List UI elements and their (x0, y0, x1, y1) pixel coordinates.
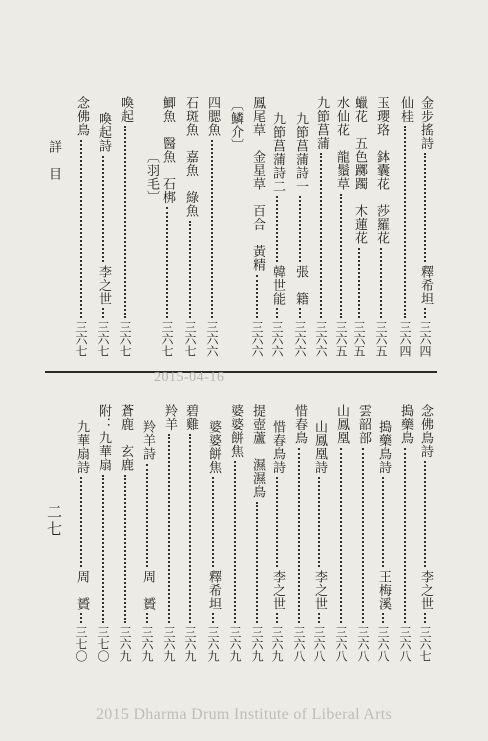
entry-title: 玉瓔珞 鉢囊花 莎羅花 (374, 96, 389, 245)
entry-title: 搗藥鳥 (398, 404, 413, 445)
leader-dots (80, 477, 82, 567)
entry-page: 三六九 (162, 626, 176, 662)
toc-entry (270, 112, 284, 357)
toc-entry (118, 404, 132, 662)
leader-dots (212, 477, 214, 567)
toc-entry (74, 420, 88, 662)
toc-entry (140, 420, 154, 662)
entry-page: 三六四 (398, 321, 412, 357)
toc-entry (228, 98, 242, 158)
leader-dots (102, 308, 104, 318)
entry-author: 張 籍 (293, 264, 308, 305)
leader-dots (320, 153, 322, 318)
leader-dots (211, 140, 213, 319)
leader-dots (424, 461, 426, 567)
leader-dots (276, 613, 278, 623)
leader-dots (102, 475, 104, 624)
leader-dots (380, 248, 382, 319)
toc-entry (206, 420, 220, 662)
entry-title: 九節菖蒲詩二 (270, 112, 285, 193)
toc-entry (160, 96, 174, 357)
toc-entry (250, 96, 264, 357)
entry-page: 三六六 (314, 321, 328, 357)
leader-dots (256, 502, 258, 624)
entry-title: 金步搖詩 (418, 96, 433, 150)
entry-title: 九華扇詩 (74, 420, 89, 474)
leader-dots (424, 613, 426, 623)
leader-dots (276, 308, 278, 318)
entry-author: 釋希坦 (418, 264, 433, 305)
toc-entry (96, 404, 110, 662)
entry-title: 羚羊 (162, 404, 177, 431)
leader-dots (80, 140, 82, 319)
entry-title: 念佛鳥詩 (418, 404, 433, 458)
page-number: 二七 (45, 504, 63, 538)
entry-page: 三六六 (293, 321, 307, 357)
toc-entry (398, 96, 412, 357)
entry-page: 三六八 (356, 626, 370, 662)
entry-page: 三六七 (74, 321, 88, 357)
entry-title: 蠟花 五色躑躅 木蓮花 (352, 96, 367, 245)
toc-entry (144, 150, 158, 210)
leader-dots (146, 464, 148, 567)
leader-dots (124, 126, 126, 318)
entry-title: 九節菖蒲詩一 (293, 112, 308, 193)
leader-dots (382, 613, 384, 623)
toc-entry (356, 404, 370, 662)
toc-entry (292, 404, 306, 662)
entry-title: 婆婆餅焦 (228, 404, 243, 458)
leader-dots (234, 461, 236, 623)
entry-page: 三六九 (118, 626, 132, 662)
leader-dots (340, 194, 342, 319)
entry-title: 仙桂 (398, 96, 413, 123)
entry-title: 水仙花 龍鬚草 (334, 96, 349, 191)
entry-title: 碧雞 (183, 404, 198, 431)
toc-entry (250, 404, 264, 662)
entry-author: 李之世 (418, 569, 433, 610)
entry-title: 搗藥鳥詩 (376, 420, 391, 474)
entry-title: 石斑魚 嘉魚 綠魚 (183, 96, 198, 218)
toc-entry (96, 112, 110, 357)
entry-page: 三六九 (228, 626, 242, 662)
entry-page: 三六八 (292, 626, 306, 662)
leader-dots (166, 207, 168, 318)
entry-page: 三六七 (96, 321, 110, 357)
section-divider (45, 371, 437, 373)
entry-author: 周 贇 (74, 569, 89, 610)
entry-page: 三六八 (312, 626, 326, 662)
toc-entry (162, 404, 176, 662)
entry-author: 周 贇 (140, 569, 155, 610)
date-stamp: 2015-04-16 (154, 370, 225, 385)
entry-page: 三六九 (270, 626, 284, 662)
toc-entry (374, 96, 388, 357)
toc-entry (205, 96, 219, 357)
toc-entry (293, 112, 307, 357)
leader-dots (80, 613, 82, 623)
leader-dots (382, 477, 384, 567)
entry-title: 附：九華扇 (96, 404, 111, 472)
leader-dots (358, 248, 360, 319)
entry-page: 三六七 (118, 321, 132, 357)
leader-dots (168, 434, 170, 623)
leader-dots (189, 434, 191, 623)
entry-title: 羚羊詩 (140, 420, 155, 461)
leader-dots (146, 613, 148, 623)
entry-page: 三六九 (206, 626, 220, 662)
entry-title: 惜春鳥 (292, 404, 307, 445)
entry-page: 三七〇 (74, 626, 88, 662)
entry-title: 念佛鳥 (74, 96, 89, 137)
entry-page: 三六六 (205, 321, 219, 357)
leader-dots (362, 448, 364, 624)
entry-page: 三七〇 (96, 626, 110, 662)
leader-dots (299, 196, 301, 262)
entry-title: 山鳳凰詩 (312, 420, 327, 474)
leader-dots (212, 613, 214, 623)
toc-entry (312, 420, 326, 662)
leader-dots (299, 308, 301, 318)
toc-entry (74, 96, 88, 357)
toc-entry (418, 404, 432, 662)
entry-title: 喚起 (118, 96, 133, 123)
entry-title: 雲韶部 (356, 404, 371, 445)
entry-page: 三六五 (374, 321, 388, 357)
leader-dots (298, 448, 300, 624)
toc-entry (334, 96, 348, 357)
entry-page: 三六七 (183, 321, 197, 357)
entry-title: 提壺蘆 濕濕鳥 (250, 404, 265, 499)
entry-title: 四腮魚 (205, 96, 220, 137)
entry-title: 喚起詩 (96, 112, 111, 153)
entry-title: 惜春鳥詩 (270, 420, 285, 474)
entry-author: 王梅溪 (376, 569, 391, 610)
toc-entry (334, 404, 348, 662)
leader-dots (404, 448, 406, 624)
toc-entry (376, 420, 390, 662)
entry-author: 李之世 (270, 569, 285, 610)
entry-page: 三六八 (398, 626, 412, 662)
toc-entry (118, 96, 132, 357)
leader-dots (318, 477, 320, 567)
entry-page: 三六八 (334, 626, 348, 662)
leader-dots (340, 448, 342, 624)
footer-watermark: 2015 Dharma Drum Institute of Liberal Arts (95, 706, 393, 723)
leader-dots (404, 126, 406, 318)
leader-dots (102, 156, 104, 262)
leader-dots (424, 153, 426, 262)
entry-author: 李之世 (96, 264, 111, 305)
entry-title: 婆婆餅焦 (206, 420, 221, 474)
entry-author: 韓世能 (270, 264, 285, 305)
entry-page: 三六九 (250, 626, 264, 662)
entry-title: 山鳳凰 (334, 404, 349, 445)
toc-entry (314, 96, 328, 357)
entry-title: 〔羽毛〕 (144, 150, 159, 204)
leader-dots (189, 221, 191, 319)
entry-title: 九節菖蒲 (314, 96, 329, 150)
side-title: 詳目 (46, 140, 61, 194)
leader-dots (276, 477, 278, 567)
toc-entry (270, 420, 284, 662)
leader-dots (124, 475, 126, 624)
toc-entry (228, 404, 242, 662)
entry-page: 三六七 (418, 626, 432, 662)
leader-dots (276, 196, 278, 262)
toc-entry (183, 96, 197, 357)
entry-page: 三六九 (140, 626, 154, 662)
entry-author: 釋希坦 (206, 569, 221, 610)
entry-page: 三六六 (250, 321, 264, 357)
entry-author: 李之世 (312, 569, 327, 610)
leader-dots (256, 275, 258, 319)
entry-title: 〔鱗介〕 (228, 98, 243, 152)
entry-page: 三六九 (183, 626, 197, 662)
entry-page: 三六八 (376, 626, 390, 662)
leader-dots (318, 613, 320, 623)
entry-page: 三六五 (334, 321, 348, 357)
toc-entry (183, 404, 197, 662)
entry-title: 蒼鹿 玄鹿 (118, 404, 133, 472)
leader-dots (424, 308, 426, 318)
entry-page: 三六五 (352, 321, 366, 357)
toc-entry (352, 96, 366, 357)
entry-page: 三六六 (270, 321, 284, 357)
entry-title: 鳳尾草 金星草 百合 黃精 (250, 96, 265, 272)
entry-page: 三六四 (418, 321, 432, 357)
toc-entry (418, 96, 432, 357)
toc-entry (398, 404, 412, 662)
entry-title: 鯽魚 醫魚 石梆 (160, 96, 175, 204)
entry-page: 三六七 (160, 321, 174, 357)
